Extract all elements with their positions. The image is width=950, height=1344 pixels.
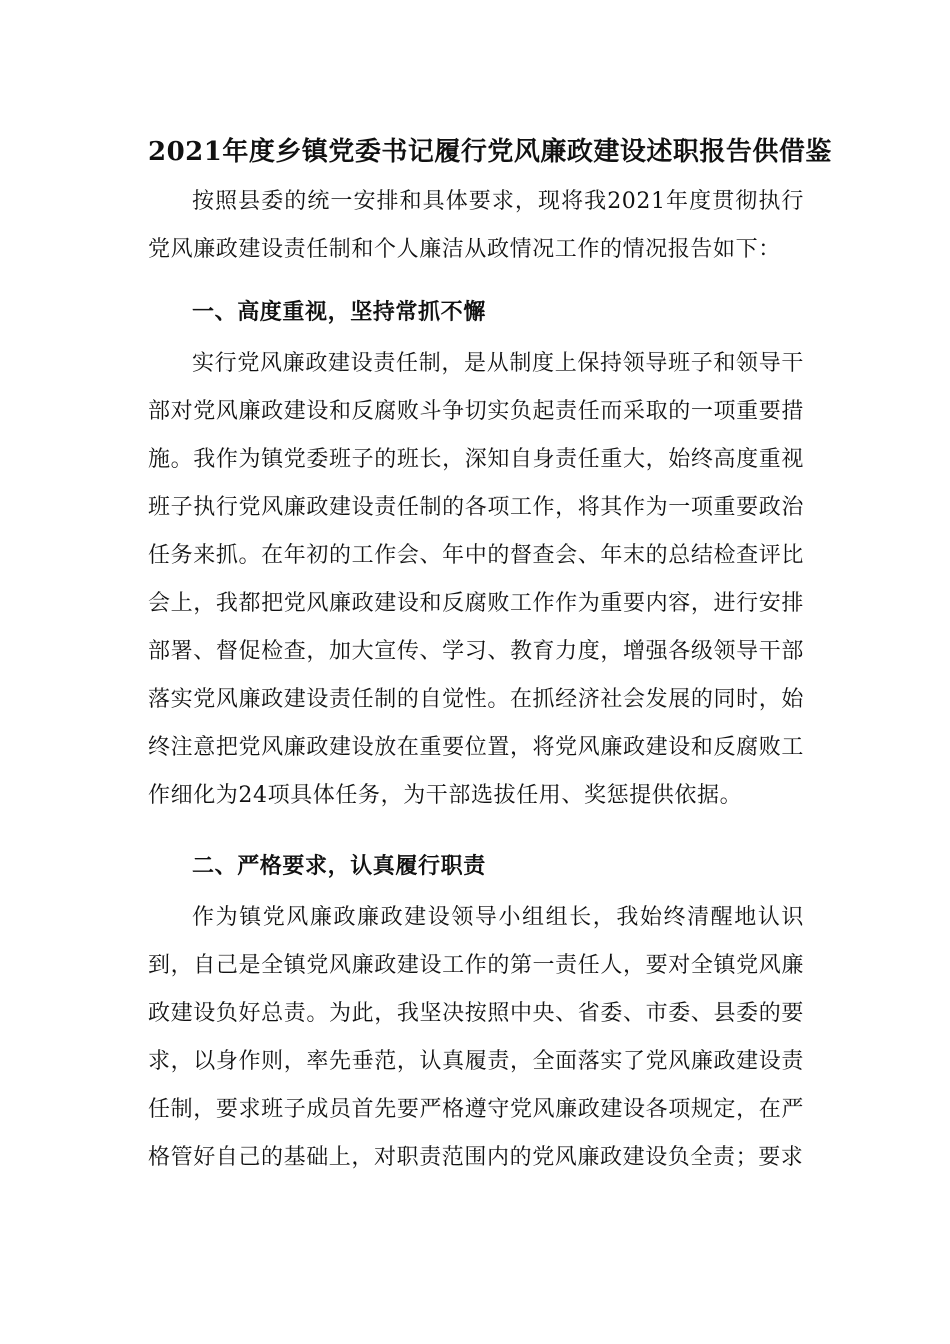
section-heading-2: 二、严格要求，认真履行职责 [192, 853, 486, 879]
document-title: 2021年度乡镇党委书记履行党风廉政建设述职报告供借鉴 [148, 137, 832, 167]
section-heading-1: 一、高度重视，坚持常抓不懈 [192, 299, 486, 325]
section-paragraph-2: 作为镇党风廉政廉政建设领导小组组长，我始终清醒地认识到，自己是全镇党风廉政建设工作的第一责任人，要对全镇党风廉政建设负好总责。为此，我坚决按照中央、省委、市委、县委的要求，以身作则，率先垂范，认真履责，全面落实了党风廉政建设责任制，要求班子成员首先要严格遵守党风廉政建设各项规定，在严格管好自己的基础上，对职责范围内的党风廉政建设负全责；要求 [148, 905, 804, 1170]
intro-paragraph: 按照县委的统一安排和具体要求，现将我2021年度贯彻执行党风廉政建设责任制和个人廉洁从政情况工作的情况报告如下： [148, 189, 804, 262]
section-paragraph-1: 实行党风廉政建设责任制，是从制度上保持领导班子和领导干部对党风廉政建设和反腐败斗争切实负起责任而采取的一项重要措施。我作为镇党委班子的班长，深知自身责任重大，始终高度重视班子执行党风廉政建设责任制的各项工作，将其作为一项重要政治任务来抓。在年初的工作会、年中的督查会、年末的总结检查评比会上，我都把党风廉政建设和反腐败工作作为重要内容，进行安排部署、督促检查，加大宣传、学习、教育力度，增强各级领导干部落实党风廉政建设责任制的自觉性。在抓经济社会发展的同时，始终注意把党风廉政建设放在重要位置，将党风廉政建设和反腐败工作细化为24项具体任务，为干部选拔任用、奖惩提供依据。 [148, 351, 804, 808]
